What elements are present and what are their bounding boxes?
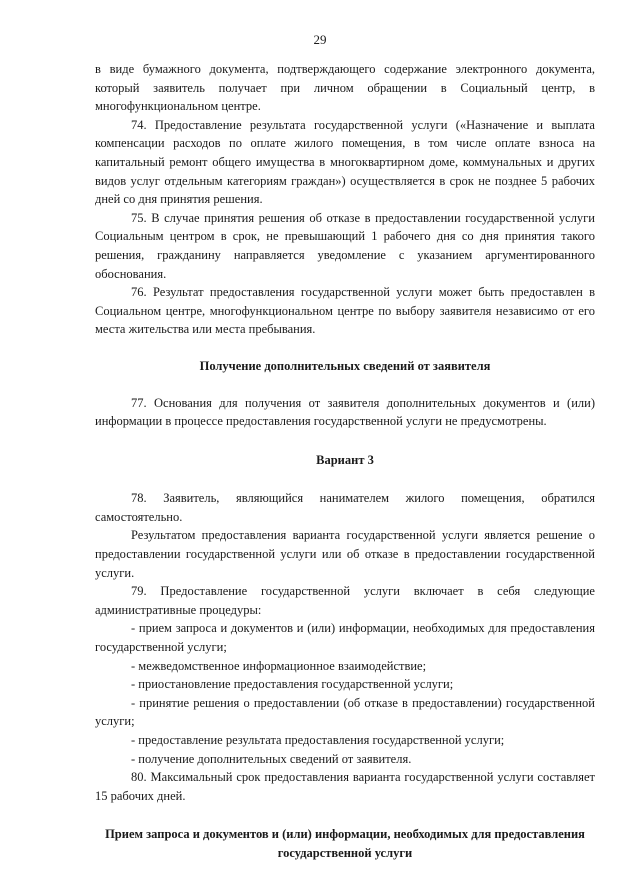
paragraph-76: 76. Результат предоставления государственной услуги может быть предоставлен в Социальном центре, многофункциональном центре по выбору заявителя независимо от его места жительства или места пребывания. [95, 285, 595, 337]
list-item-request-reception: - прием запроса и документов и (или) информации, необходимых для предоставления государственной услуги; [95, 621, 595, 655]
paragraph-79: 79. Предоставление государственной услуги включает в себя следующие административные процедуры: [95, 584, 595, 617]
paragraph-77: 77. Основания для получения от заявителя дополнительных документов и (или) информации в процессе предоставления государственной услуги не предусмотрены. [95, 395, 595, 429]
paragraph-80: 80. Максимальный срок предоставления варианта государственной услуги составляет 15 рабочих дней. [95, 770, 595, 803]
paragraph-74: 74. Предоставление результата государственной услуги («Назначение и выплата компенсации расходов по оплате жилого помещения, в том числе оплате взноса на капитальный ремонт общего имущества в многоквартирном доме, коммунальных и других видов услуг отдельным категориям граждан») осуществляется в срок не позднее 5 рабочих дней со дня принятия решения. [95, 117, 595, 207]
section-heading-additional-info: Получение дополнительных сведений от заявителя [199, 358, 491, 373]
list-item-suspension: - приостановление предоставления государственной услуги; [131, 677, 454, 692]
section-heading-variant-3: Вариант 3 [316, 452, 374, 467]
paragraph-result: Результатом предоставления варианта государственной услуги является решение о предоставлении государственной услуги или об отказе в предоставлении государственной услуги. [95, 528, 595, 580]
section-heading-request-reception: Прием запроса и документов и (или) информации, необходимых для предоставления государственной услуги [105, 827, 585, 860]
list-item-additional-info: - получение дополнительных сведений от заявителя. [131, 751, 412, 766]
list-item-decision: - принятие решения о предоставлении (об отказе в предоставлении) государственной услуги; [95, 695, 595, 729]
paragraph-continuation: в виде бумажного документа, подтверждающего содержание электронного документа, который заявитель получает при личном обращении в Социальный центр, в многофункциональном центре. [95, 62, 595, 114]
paragraph-78: 78. Заявитель, являющийся нанимателем жилого помещения, обратился самостоятельно. [95, 491, 595, 524]
list-item-result-delivery: - предоставление результата предоставления государственной услуги; [131, 733, 505, 747]
document-body [95, 60, 595, 863]
list-item-interagency: - межведомственное информационное взаимодействие; [131, 658, 427, 673]
page-number: 29 [313, 32, 327, 47]
paragraph-75: 75. В случае принятия решения об отказе в предоставлении государственной услуги Социальным центром в срок, не превышающий 1 рабочего дня со дня принятия такого решения, гражданину направляется уведомление с указанием аргументированного обоснования. [95, 210, 595, 281]
